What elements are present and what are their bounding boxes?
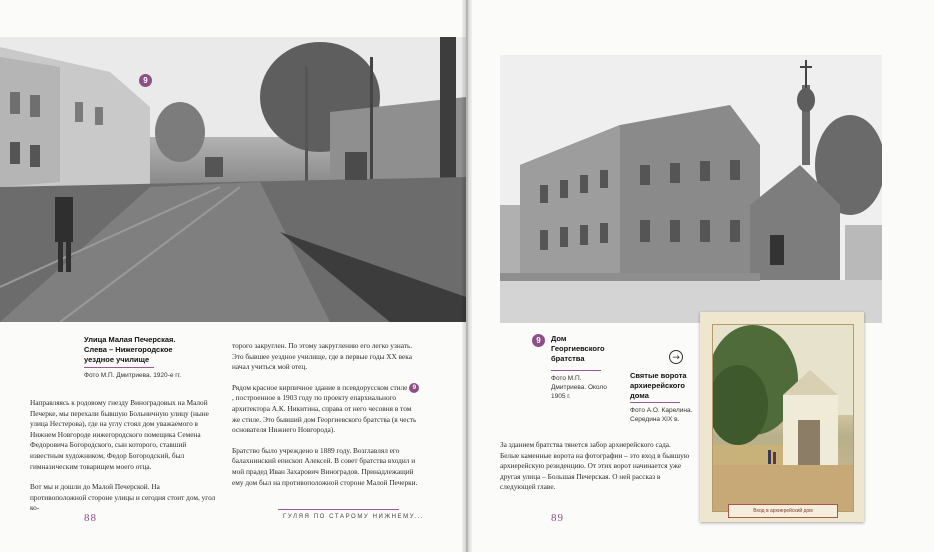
church-caption-credit: Фото М.П. Дмитриева. Около 1905 г. (551, 375, 607, 400)
paragraph: Братство было учреждено в 1889 году. Возглавлял его балахнинский епископ Алексей. В совет братства входил и мой прадед Иван Захарович Виноградов. Принадлежащий ему дом был на противоположной стороне Малой Печерки. (232, 445, 418, 487)
left-column-text (30, 398, 216, 524)
right-page (468, 0, 934, 552)
gate-painting-drawing (713, 325, 853, 511)
left-page (0, 0, 466, 552)
running-title: ГУЛЯЯ ПО СТАРОМУ НИЖНЕМУ... (283, 514, 425, 520)
arrow-right-icon: → (669, 350, 683, 364)
text-run: , построенное в 1903 году по проекту епархиального архитектора А.К. Никитина, справа от него чесовня в том же стиле. Это бывший дом Георгиевского братства (в честь основателя Нижнего Новгорода). (232, 393, 417, 435)
paragraph: Направляясь к родовому гнезду Виноградовых на Малой Печерке, мы перехали бывшую Больничную улицу (ныне улица Нестерова), где на углу стоял дом уважаемого в Нижнем Новгороде нижегородского помещика Семена Федоровича Богородского, сын которого, ставший известным художником, Федор Богородский, был гимназическим товарищем моего отца. (30, 398, 209, 471)
street-caption-credit: Фото М.П. Дмитриева. 1920-е гг. (84, 372, 181, 379)
caption-divider (630, 402, 680, 403)
caption-divider (84, 367, 154, 368)
paragraph (232, 383, 420, 436)
paragraph: Вот мы и дошли до Малой Печерской. На противоположной стороне улицы и сегодня стоит дом, угол ко- (30, 482, 216, 513)
caption-divider (551, 370, 601, 371)
gate-painting-label: Вход в архиерейский дом (728, 504, 838, 518)
inline-marker: 9 (409, 383, 419, 393)
page-number: 89 (551, 512, 564, 524)
street-caption-title: Улица Малая Печерская. Слева – Нижегородское уездное училище (84, 335, 176, 364)
paragraph: За зданием братства тянется забор архиерейского сада. Белые каменные ворота на фотографии – это вход в бывшую архиерейскую резиденцию. От этих ворот начинается уже другая улица – Большая Печерская. О ней рассказ в следующей главе. (500, 440, 690, 492)
church-photo-drawing (500, 55, 882, 323)
caption-marker: 9 (532, 334, 545, 347)
gate-painting-image (712, 324, 854, 512)
photo-marker: 9 (139, 74, 152, 87)
street-photo (0, 37, 466, 322)
church-caption-title: Дом Георгиевского братства (551, 334, 605, 363)
street-photo-drawing (0, 37, 466, 322)
right-page-text (500, 440, 690, 503)
gate-caption-credit: Фото А.О. Карелина. Середина XIX в. (630, 407, 693, 423)
church-photo (500, 55, 882, 323)
paragraph: торого закруглен. По этому закруглению его легко узнать. Это бывшее уездное училище, где в первые годы XX века начал учиться мой отец. (232, 341, 413, 372)
page-number: 88 (84, 512, 97, 524)
gate-caption-title: Святые ворота архиерейского дома (630, 371, 687, 400)
right-column-text (232, 341, 420, 498)
book-gutter (462, 0, 472, 552)
text-run: Рядом красное кирпичное здание в псевдорусском стиле (232, 382, 408, 392)
running-title-divider (278, 509, 399, 510)
gate-painting (700, 312, 864, 522)
